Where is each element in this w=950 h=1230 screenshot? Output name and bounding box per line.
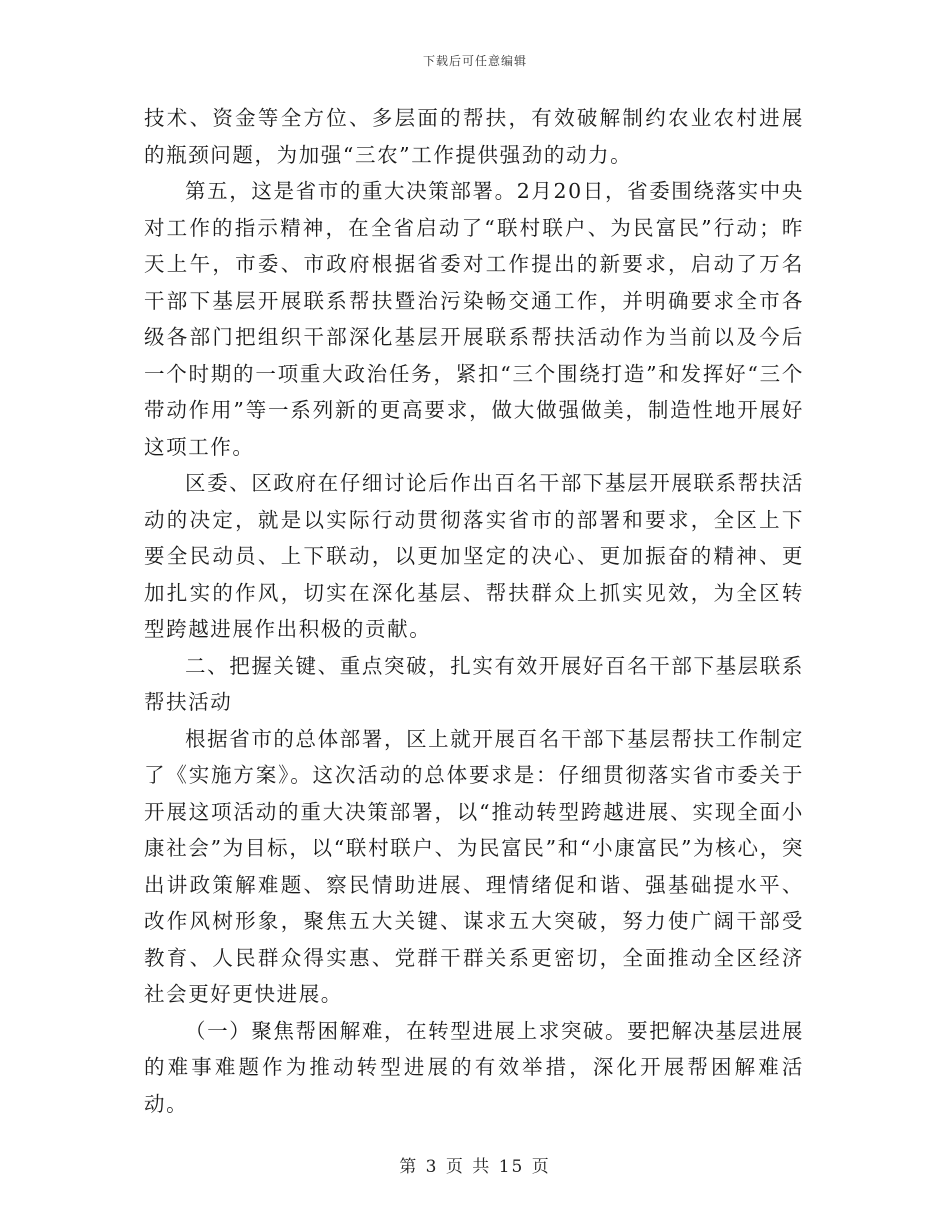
page-header: 下载后可任意编辑 (422, 54, 527, 68)
paragraph-subsection-one: （一）聚焦帮困解难，在转型进展上求突破。要把解决基层进展的难事难题作为推动转型进展的有效举措，深化开展帮困解难活动。 (144, 1018, 804, 1116)
paragraph-fifth-point: 第五，这是省市的重大决策部署。2月20日，省委围绕落实中央对工作的指示精神，在全省启动了“联村联户、为民富民”行动；昨天上午，市委、市政府根据省委对工作提出的新要求，启动了万名干部下基层开展联系帮扶暨治污染畅交通工作，并明确要求全市各级各部门把组织干部深化基层开展联系帮扶活动作为当前以及今后一个时期的一项重大政治任务，紧扣“三个围绕打造”和发挥好“三个带动作用”等一系列新的更高要求，做大做强做美，制造性地开展好这项工作。 (144, 179, 804, 459)
paragraph-overall-requirements: 根据省市的总体部署，区上就开展百名干部下基层帮扶工作制定了《实施方案》。这次活动的总体要求是：仔细贯彻落实省市委关于开展这项活动的重大决策部署，以“推动转型跨越进展、实现全面小康社会”为目标，以“联村联户、为民富民”和“小康富民”为核心，突出讲政策解难题、察民情助进展、理情绪促和谐、强基础提水平、改作风树形象，聚焦五大关键、谋求五大突破，努力使广阔干部受教育、人民群众得实惠、党群干群关系更密切，全面推动全区经济社会更好更快进展。 (144, 726, 804, 1006)
page-number-footer: 第 3 页 共 15 页 (399, 1157, 551, 1177)
section-heading-two: 二、把握关键、重点突破，扎实有效开展好百名干部下基层联系帮扶活动 (144, 653, 804, 714)
paragraph-district-decision: 区委、区政府在仔细讨论后作出百名干部下基层开展联系帮扶活动的决定，就是以实际行动贯彻落实省市的部署和要求，全区上下要全民动员、上下联动，以更加坚定的决心、更加振奋的精神、更加扎实的作风，切实在深化基层、帮扶群众上抓实见效，为全区转型跨越进展作出积极的贡献。 (144, 471, 804, 641)
document-body (144, 100, 804, 1122)
paragraph-continuation: 技术、资金等全方位、多层面的帮扶，有效破解制约农业农村进展的瓶颈问题，为加强“三农”工作提供强劲的动力。 (144, 106, 804, 167)
